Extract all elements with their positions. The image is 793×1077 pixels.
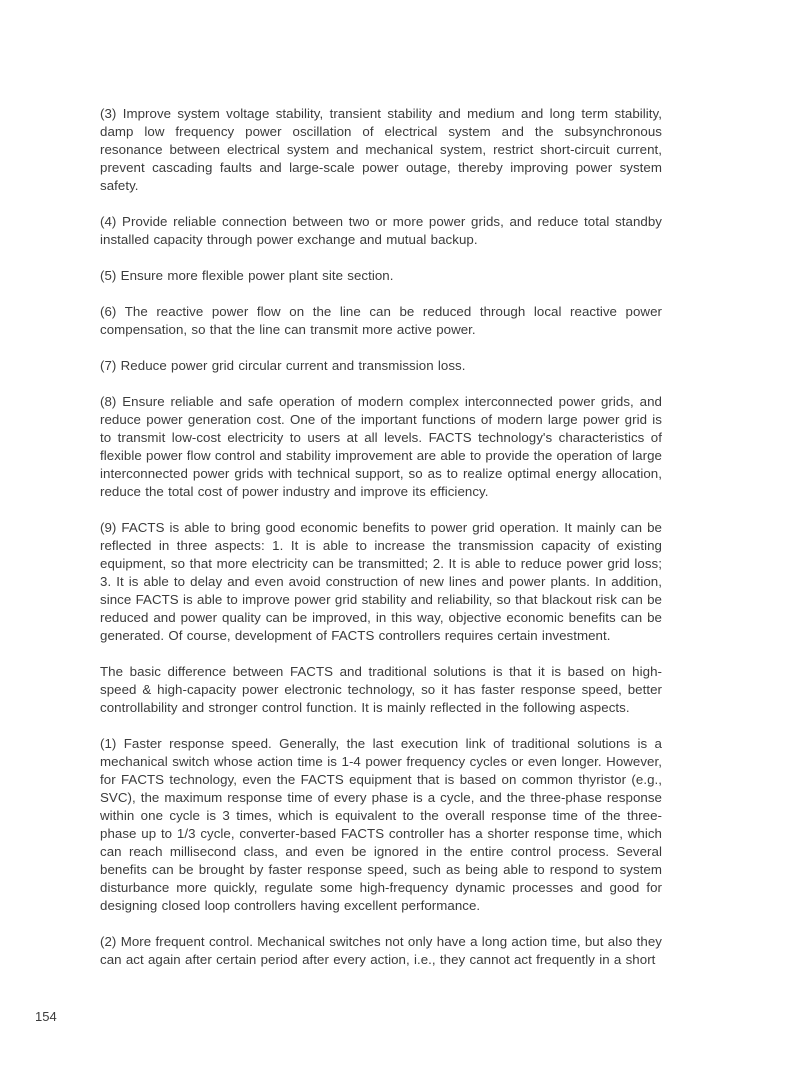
paragraph-transition: The basic difference between FACTS and traditional solutions is that it is based on high-speed & high-capacity power electronic technology, so it has faster response speed, better controllability and stronger control function. It is mainly reflected in the following aspects. [100, 664, 662, 715]
paragraph-item-4: (4) Provide reliable connection between two or more power grids, and reduce total standby installed capacity through power exchange and mutual backup. [100, 214, 662, 247]
paragraph-item-2: (2) More frequent control. Mechanical switches not only have a long action time, but also they can act again after certain period after every action, i.e., they cannot act frequently in a short [100, 934, 662, 967]
paragraph-item-1: (1) Faster response speed. Generally, the last execution link of traditional solutions is a mechanical switch whose action time is 1-4 power frequency cycles or even longer. However, for FACTS technology, even the FACTS equipment that is based on common thyristor (e.g., SVC), the maximum response time of every phase is a cycle, and the three-phase response within one cycle is 3 times, which is equivalent to the overall response time of the three-phase up to 1/3 cycle, converter-based FACTS controller has a shorter response time, which can reach millisecond class, and even be ignored in the entire control process. Several benefits can be brought by faster response speed, such as being able to respond to system disturbance more quickly, regulate some high-frequency dynamic processes and good for designing closed loop controllers having excellent performance. [100, 736, 662, 913]
paragraph-item-5: (5) Ensure more flexible power plant site section. [100, 268, 394, 283]
paragraph-item-9: (9) FACTS is able to bring good economic benefits to power grid operation. It mainly can be reflected in three aspects: 1. It is able to increase the transmission capacity of existing equipment, so that more electricity can be transmitted; 2. It is able to reduce power grid loss; 3. It is able to delay and even avoid construction of new lines and power plants. In addition, since FACTS is able to improve power grid stability and reliability, so that blackout risk can be reduced and power quality can be improved, in this way, objective economic benefits can be generated. Of course, development of FACTS controllers requires certain investment. [100, 520, 662, 643]
page-number: 154 [35, 1009, 57, 1024]
paragraph-item-6: (6) The reactive power flow on the line can be reduced through local reactive power compensation, so that the line can transmit more active power. [100, 304, 662, 337]
paragraph-item-8: (8) Ensure reliable and safe operation of modern complex interconnected power grids, and reduce power generation cost. One of the important functions of modern large power grid is to transmit low-cost electricity to users at all levels. FACTS technology's characteristics of flexible power flow control and stability improvement are able to provide the operation of large interconnected power grids with technical support, so as to realize optimal energy allocation, reduce the total cost of power industry and improve its efficiency. [100, 394, 662, 499]
paragraph-item-7: (7) Reduce power grid circular current and transmission loss. [100, 358, 466, 373]
paragraph-item-3: (3) Improve system voltage stability, transient stability and medium and long term stability, damp low frequency power oscillation of electrical system and the subsynchronous resonance between electrical system and mechanical system, restrict short-circuit current, prevent cascading faults and large-scale power outage, thereby improving power system safety. [100, 106, 662, 193]
page-body-text [100, 105, 662, 987]
